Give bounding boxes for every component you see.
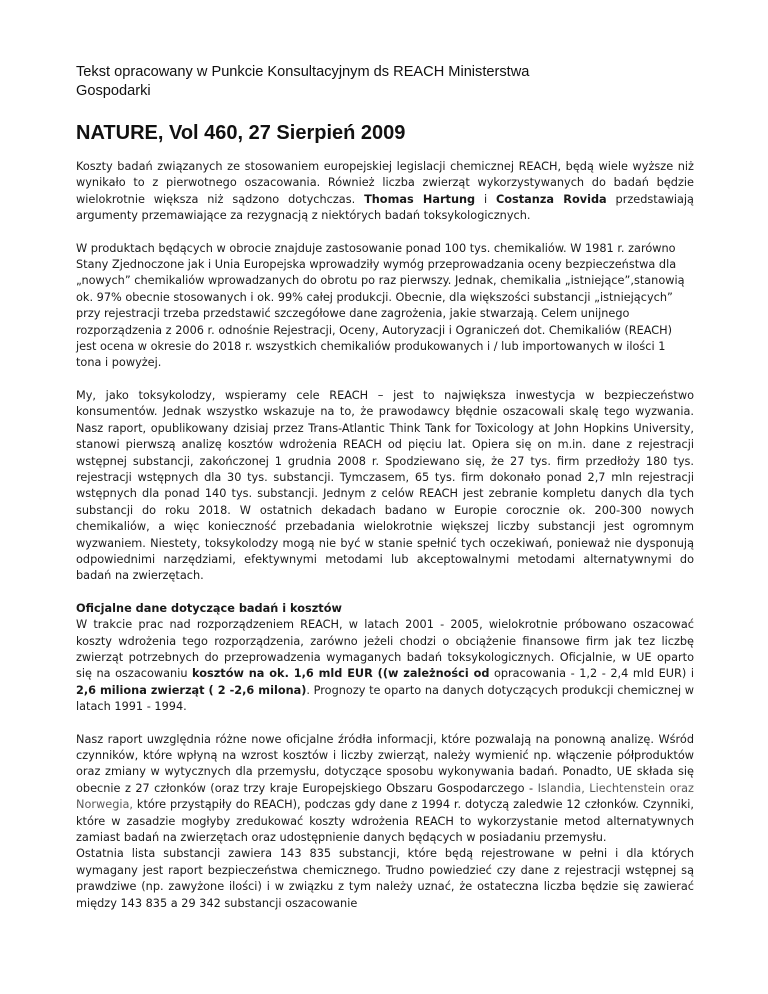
source-line-2: Gospodarki (76, 83, 151, 99)
source-header (76, 63, 694, 101)
section-heading: Oficjalne dane dotyczące badań i kosztów (76, 601, 342, 615)
document-page (76, 0, 694, 912)
para4-text-2: które przystąpiły do REACH), podczas gdy dane z 1994 r. dotyczą zaledwie 12 członków. Czynniki, które w zasadzie mogłyby zredukować koszty wdrożenia REACH to wykorzystanie metod alternatywnych zamiast badań na zwierzętach oraz udostępnienie danych będących w posiadaniu przemysłu. (76, 798, 694, 845)
section-text-3: . Prognozy te oparto na danych dotyczących produkcji chemicznej w latach 1991 - 1994. (76, 683, 694, 714)
paragraph-chemicals: W produktach będących w obrocie znajduje zastosowanie ponad 100 tys. chemikaliów. W 1981 r. zarówno Stany Zjednoczone jak i Unia Europejska wprowadziły wymóg przeprowadzania oceny bezpieczeństwa dla „nowych” chemikaliów wprowadzanych do obrotu po raz pierwszy. Jednak, chemikalia „istniejące”,stanowią ok. 97% obecnie stosowanych i ok. 99% całej produkcji. Obecnie, dla większości substancji „istniejących” przy rejestracji trzeba przedstawić szczegółowe dane zagrożenia, jakie stwarzają. Celem unijnego rozporządzenia z 2006 r. odnośnie Rejestracji, Oceny, Autoryzacji i Ograniczeń dot. Chemikaliów (REACH) jest ocena w okresie do 2018 r. wszystkich chemikaliów produkowanych i / lub importowanych w ilości 1 tona i powyżej. (76, 241, 685, 370)
section-text-2: opracowania - 1,2 - 2,4 mld EUR) i (489, 667, 694, 681)
intro-text-3: przedstawiają argumenty przemawiające za rezygnacją z niektórych badań toksykologicznych. (76, 192, 694, 223)
page-title: NATURE, Vol 460, 27 Sierpień 2009 (76, 122, 406, 144)
author-name-1: Thomas Hartung (364, 192, 476, 206)
intro-text-1: Koszty badań związanych ze stosowaniem europejskiej legislacji chemicznej REACH, będą wiele wyższe niż wynikało to z pierwotnego oszacowania. Również liczba zwierząt wykorzystywanych do badań będzie wielokrotnie większa niż sądzono dotychczas. (76, 160, 694, 206)
source-line-1: Tekst opracowany w Punkcie Konsultacyjnym ds REACH Ministerstwa (76, 64, 530, 80)
section-official-data (76, 601, 694, 716)
intro-paragraph (76, 159, 694, 225)
animal-estimate-bold: 2,6 miliona zwierząt ( 2 -2,6 milona) (76, 683, 307, 697)
cost-estimate-bold: kosztów na ok. 1,6 mld EUR ((w zależności od (192, 667, 490, 681)
paragraph-new-sources (76, 732, 694, 847)
eea-countries: Islandia, Liechtenstein oraz Norwegia, (76, 781, 694, 812)
para4-text-1: Nasz raport uwzględnia różne nowe oficjalne źródła informacji, które pozwalają na ponowną analizę. Wśród czynników, które wpłyną na wzrost kosztów i liczby zwierząt, należy wymienić np. włączenie półproduktów oraz zmiany w wytycznych dla przemysłu, dotyczące sposobu wykonywania badań. Ponadto, UE składa się obecnie z 27 członków (oraz trzy kraje Europejskiego Obszaru Gospodarczego - (76, 732, 694, 795)
author-name-2: Costanza Rovida (496, 192, 607, 206)
paragraph-substance-list: Ostatnia lista substancji zawiera 143 835 substancji, które będą rejestrowane w pełni i dla których wymagany jest raport bezpieczeństwa chemicznego. Trudno powiedzieć czy dane z rejestracji wstępnej są prawdziwe (np. zawyżone ilości) i w związku z tym należy uznać, że ostateczna liczba będzie się zawierać między 143 835 a 29 342 substancji oszacowanie (76, 847, 694, 910)
section-text-1: W trakcie prac nad rozporządzeniem REACH, w latach 2001 - 2005, wielokrotnie próbowano oszacować koszty wdrożenia tego rozporządzenia, zarówno jeżeli chodzi o obciążenie finansowe firm jak tez liczbę zwierząt potrzebnych do przeprowadzenia wymaganych badań toksykologicznych. Oficjalnie, w UE oparto się na oszacowaniu (76, 618, 694, 681)
paragraph-toxicologists: My, jako toksykolodzy, wspieramy cele REACH – jest to największa inwestycja w bezpieczeństwo konsumentów. Jednak wszystko wskazuje na to, że prawodawcy błędnie oszacowali skalę tego wyzwania. Nasz raport, opublikowany dzisiaj przez Trans-Atlantic Think Tank for Toxicology at John Hopkins University, stanowi pierwszą analizę kosztów wdrożenia REACH od pięciu lat. Opiera się on m.in. dane z rejestracji wstępnej substancji, zakończonej 1 grudnia 2008 r. Spodziewano się, że 27 tys. firm przedłoży 180 tys. rejestracji wstępnych dla 30 tys. substancji. Tymczasem, 65 tys. firm dokonało ponad 2,7 mln rejestracji wstępnych dla ponad 140 tys. substancji. Jednym z celów REACH jest zebranie kompletu danych dla tych substancji do roku 2018. W ostatnich dekadach badano w Europie corocznie ok. 200-300 nowych chemikaliów, a więc konieczność przebadania wielokrotnie większej liczby substancji jest ogromnym wyzwaniem. Niestety, toksykolodzy mogą nie być w stanie spełnić tych oczekiwań, ponieważ nie dysponują odpowiednimi narzędziami, efektywnymi metodami lub akceptowalnymi metodami alternatywnymi do badań na zwierzętach. (76, 388, 694, 583)
intro-text-2: i (475, 192, 496, 206)
